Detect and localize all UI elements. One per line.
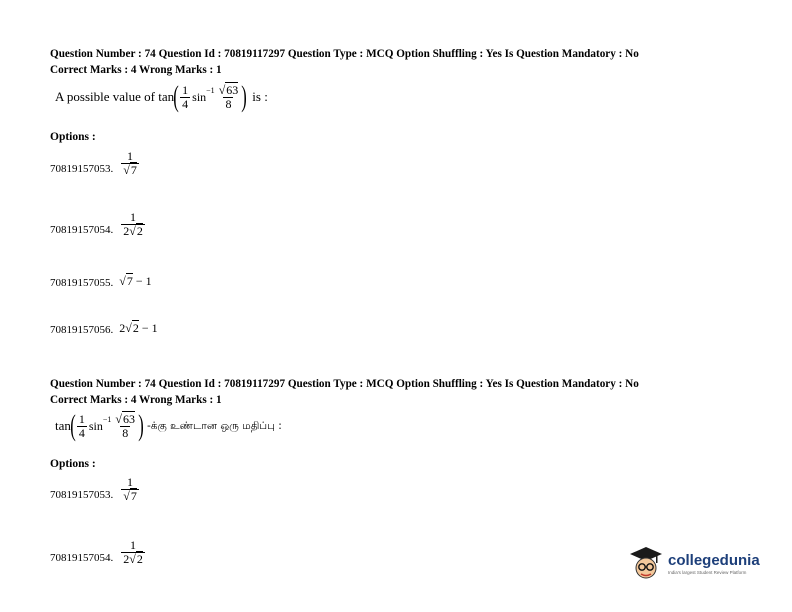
numerator: 1 [127,475,134,489]
sqrt-sign: √ [125,321,132,335]
numerator: 1 [78,411,85,426]
radicand: 63 [123,411,136,426]
denominator [121,163,139,177]
minus-one: − 1 [141,321,158,335]
option-2[interactable] [50,539,147,564]
option-id: 70819157055. [50,277,114,289]
option-2[interactable] [50,211,147,236]
option-value [119,274,151,289]
question-meta-line2: Correct Marks : 4 Wrong Marks : 1 [50,64,222,76]
option-id: 70819157053. [50,163,114,175]
question-text-tamil [55,411,282,441]
radicand: 7 [130,163,137,177]
sqrt-sign: √ [123,163,130,177]
inverse-superscript: −1 [206,85,215,95]
option-id: 70819157053. [50,489,114,501]
radicand: 7 [126,274,133,288]
denominator: 8 [225,96,232,111]
option-3[interactable] [50,274,152,289]
coefficient: 2 [123,552,130,566]
fraction-sqrt63-over-8 [113,413,137,440]
option-value [119,321,157,336]
option-id: 70819157054. [50,552,114,564]
sqrt-sign: √ [129,224,136,238]
option-value [121,539,145,566]
options-label: Options : [50,458,96,470]
question-prefix: A possible value of tan [55,89,175,104]
sqrt-sign: √ [119,274,126,288]
graduate-mascot-icon [628,544,664,582]
options-label: Options : [50,131,96,143]
question-suffix: -க்கு உண்டான ஒரு மதிப்பு : [147,419,282,432]
sqrt-sign: √ [123,489,130,503]
denominator: 8 [122,425,129,440]
question-prefix: tan [55,418,71,433]
radicand: 7 [130,489,137,503]
option-1[interactable] [50,150,141,175]
numerator [113,413,137,426]
denominator [121,552,145,566]
radicand: 63 [226,82,239,97]
question-suffix: is : [252,89,268,104]
radicand: 2 [136,552,143,566]
coefficient: 2 [123,224,130,238]
logo-text [668,552,760,575]
fraction-one-quarter [180,84,190,111]
fraction-one-quarter [77,413,87,440]
left-paren: ( [70,409,76,442]
denominator: 4 [182,96,189,111]
numerator [217,84,241,97]
left-paren: ( [173,80,179,113]
sin-label: sin [192,89,207,104]
option-value [121,211,145,238]
right-paren: ) [138,409,144,442]
denominator: 4 [78,425,85,440]
numerator: 1 [182,82,189,97]
option-value [121,150,139,177]
logo-tagline: India's largest Student Review Platform [668,569,747,575]
denominator [121,224,145,238]
option-1[interactable] [50,476,141,501]
question-meta-line1: Question Number : 74 Question Id : 70819117297 Question Type : MCQ Option Shuffling : Yes Is Question Mandatory : No [50,378,639,390]
denominator [121,489,139,503]
radicand: 2 [132,321,139,335]
sqrt-sign: √ [129,552,136,566]
question-meta-line1: Question Number : 74 Question Id : 70819117297 Question Type : MCQ Option Shuffling : Yes Is Question Mandatory : No [50,48,639,60]
minus-one: − 1 [135,274,152,288]
sqrt-sign: √ [115,411,123,426]
option-value [121,476,139,503]
numerator: 1 [127,149,134,163]
logo-name: collegedunia [668,551,760,569]
option-id: 70819157054. [50,224,114,236]
collegedunia-logo [628,536,768,590]
option-4[interactable] [50,321,158,336]
radicand: 2 [136,224,143,238]
question-meta-line2: Correct Marks : 4 Wrong Marks : 1 [50,394,222,406]
option-id: 70819157056. [50,324,114,336]
coefficient: 2 [119,321,126,335]
numerator: 1 [130,210,137,224]
numerator: 1 [130,538,137,552]
right-paren: ) [241,80,248,113]
question-text-english [55,82,268,112]
fraction-sqrt63-over-8 [217,84,241,111]
inverse-superscript: −1 [102,414,112,424]
sqrt-sign: √ [218,82,226,97]
sin-label: sin [88,418,103,433]
